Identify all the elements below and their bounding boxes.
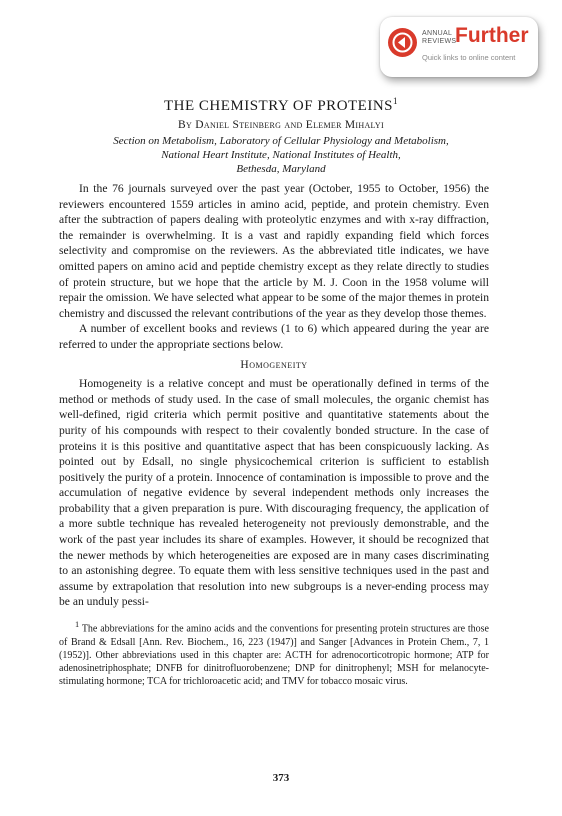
play-arrow-icon: [388, 28, 417, 57]
paragraph-homogeneity: Homogeneity is a relative concept and must be operationally defined in terms of the method or methods of study used. In the case of small molecules, the organic chemist has well-defined, rigid criteria which permit positive and quantitative statements about the purity of his compounds with respect to their covalently bonded structure. In the case of proteins it is this positive and quantitative aspect that has been conspicuously lacking. As pointed out by Edsall, no single physicochemical criterion is sufficient to establish positively the purity of a protein. Innocence of contamination is impossible to prove and the accumulation of negative evidence by several independent methods only increases the probability that a given preparation is pure. With discouraging frequency, the application of a more subtle technique has revealed heterogeneity not previously demonstrable, and the work of the past year includes its share of examples. However, it should be recognized that the newer methods by which heterogeneities are exposed are in many cases discriminating to an astonishing degree. To equate them with less sensitive techniques used in the past and assume by extrapolation that resolution into new subgroups is a never-ending process may be an unduly pessi-: [59, 377, 489, 609]
affiliation-line-2: National Heart Institute, National Institutes of Health,: [161, 149, 401, 161]
article-body: [59, 181, 489, 688]
footnote: [59, 618, 489, 688]
badge-publisher-label: [422, 30, 456, 46]
article-title: [0, 96, 562, 115]
article-authors: By Daniel Steinberg and Elemer Mihalyi: [178, 119, 384, 131]
affiliation-line-1: Section on Metabolism, Laboratory of Cellular Physiology and Metabolism,: [113, 135, 449, 147]
paragraph-intro: In the 76 journals surveyed over the past year (October, 1955 to October, 1956) the reviewers encountered 1559 articles in amino acid, peptide, and protein chemistry. Even after the subtraction of papers dealing with proteolytic enzymes and with x-ray diffraction, the remainder is overwhelming. It is a vast and rapidly expanding field which forces selectivity and compromise on the reviewers. As the abbreviated title indicates, we have omitted papers on amino acid and peptide chemistry except as they relate directly to studies of protein structure, but we hope that the article by M. J. Coon in the 1958 volume will repair the omission. We have selected what appear to be some of the major themes in protein chemistry and discussed the relevant contributions of the year as they develop those themes.: [59, 182, 489, 320]
badge-reviews-text: REVIEWS: [422, 38, 457, 45]
section-heading-homogeneity: Homogeneity: [240, 358, 308, 371]
footnote-text: The abbreviations for the amino acids and the conventions for presenting protein structures are those of Brand & Edsall [Ann. Rev. Biochem., 16, 223 (1947)] and Sanger [Advances in Protein Chem., 7, 1 (1952)]. Other abbreviations used in this chapter are: ACTH for adrenocorticotropic hormone; ATP for adenosinetriphosphate; DNFB for dinitrofluorobenzene; DNP for dinitrophenyl; MSH for melanocyte-stimulating hormone; TCA for trichloroacetic acid; and TMV for tobacco mosaic virus.: [59, 623, 490, 688]
paragraph-references: A number of excellent books and reviews (1 to 6) which appeared during the year are referred to under the appropriate sections below.: [59, 322, 489, 351]
page-number: 373: [272, 772, 290, 784]
author-affiliation: [0, 134, 562, 176]
annual-reviews-further-badge[interactable]: [380, 17, 538, 77]
article-title-text: THE CHEMISTRY OF PROTEINS: [163, 98, 394, 114]
title-footnote-mark: 1: [393, 96, 399, 106]
affiliation-line-3: Bethesda, Maryland: [236, 163, 326, 175]
badge-further-text: Further: [455, 24, 529, 47]
footnote-mark: 1: [75, 620, 80, 630]
badge-annual-text: ANNUAL: [422, 30, 453, 37]
badge-subtitle: Quick links to online content: [422, 53, 516, 62]
